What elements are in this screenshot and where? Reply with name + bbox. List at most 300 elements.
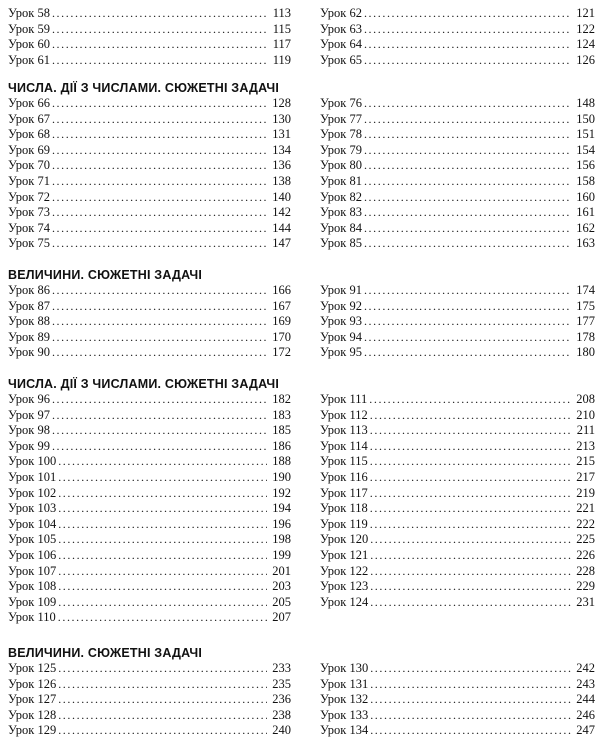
toc-entry bbox=[320, 236, 595, 252]
toc-entry-label: Урок 72 bbox=[8, 189, 50, 204]
toc-entry bbox=[320, 548, 595, 564]
dot-leader bbox=[58, 454, 267, 470]
toc-entry-label: Урок 118 bbox=[320, 501, 368, 516]
toc-entry-label: Урок 84 bbox=[320, 220, 362, 235]
dot-leader bbox=[364, 221, 571, 237]
toc-entry bbox=[320, 564, 595, 580]
toc-entry bbox=[8, 408, 291, 424]
toc-entry-page-number: 142 bbox=[272, 205, 291, 220]
toc-right-column bbox=[320, 96, 595, 252]
toc-entry-label: Урок 104 bbox=[8, 516, 57, 531]
toc-entry-page-number: 170 bbox=[272, 329, 291, 344]
toc-right-column bbox=[320, 661, 595, 739]
toc-entry-label: Урок 69 bbox=[8, 142, 50, 157]
toc-entry-label: Урок 80 bbox=[320, 158, 362, 173]
toc-entry-page-number: 221 bbox=[576, 501, 595, 516]
toc-entry-page-number: 154 bbox=[576, 142, 595, 157]
toc-entry bbox=[8, 564, 291, 580]
toc-entry-label: Урок 89 bbox=[8, 329, 50, 344]
toc-entry bbox=[320, 314, 595, 330]
toc-entry-page-number: 162 bbox=[576, 220, 595, 235]
toc-entry-page-number: 185 bbox=[272, 423, 291, 438]
toc-entry-label: Урок 94 bbox=[320, 329, 362, 344]
dot-leader bbox=[364, 283, 571, 299]
toc-entry bbox=[8, 454, 291, 470]
toc-entry bbox=[320, 37, 595, 53]
toc-section bbox=[0, 6, 600, 68]
toc-columns bbox=[0, 6, 600, 68]
toc-entry bbox=[8, 190, 291, 206]
toc-entry-label: Урок 83 bbox=[320, 205, 362, 220]
toc-entry bbox=[8, 517, 291, 533]
dot-leader bbox=[52, 53, 267, 69]
toc-entry-label: Урок 90 bbox=[8, 345, 50, 360]
toc-columns bbox=[0, 661, 600, 739]
toc-entry bbox=[8, 579, 291, 595]
toc-entry-label: Урок 68 bbox=[8, 127, 50, 142]
toc-entry-label: Урок 78 bbox=[320, 127, 362, 142]
toc-entry-page-number: 147 bbox=[272, 236, 291, 251]
dot-leader bbox=[364, 236, 571, 252]
toc-entry-page-number: 201 bbox=[272, 563, 291, 578]
toc-entry bbox=[8, 143, 291, 159]
dot-leader bbox=[52, 314, 267, 330]
toc-entry-label: Урок 74 bbox=[8, 220, 50, 235]
toc-entry-label: Урок 73 bbox=[8, 205, 50, 220]
toc-entry-page-number: 246 bbox=[576, 707, 595, 722]
toc-entry-page-number: 148 bbox=[576, 96, 595, 110]
toc-entry-label: Урок 131 bbox=[320, 676, 369, 691]
section-heading: ВЕЛИЧИНИ. СЮЖЕТНІ ЗАДАЧІ bbox=[8, 646, 203, 660]
toc-entry-page-number: 225 bbox=[576, 532, 595, 547]
toc-entry-label: Урок 77 bbox=[320, 111, 362, 126]
toc-entry-label: Урок 87 bbox=[8, 298, 50, 313]
section-heading: ВЕЛИЧИНИ. СЮЖЕТНІ ЗАДАЧІ bbox=[8, 268, 203, 282]
toc-entry-label: Урок 86 bbox=[8, 283, 50, 297]
toc-entry-page-number: 247 bbox=[576, 723, 595, 738]
toc-section bbox=[0, 646, 600, 739]
toc-columns bbox=[0, 283, 600, 361]
dot-leader bbox=[364, 345, 571, 361]
toc-entry-page-number: 136 bbox=[272, 158, 291, 173]
toc-entry-page-number: 228 bbox=[576, 563, 595, 578]
toc-entry-label: Урок 91 bbox=[320, 283, 362, 297]
section-heading: ЧИСЛА. ДІЇ З ЧИСЛАМИ. СЮЖЕТНІ ЗАДАЧІ bbox=[8, 377, 280, 391]
toc-entry-label: Урок 126 bbox=[8, 676, 57, 691]
toc-entry bbox=[320, 158, 595, 174]
section-heading: ЧИСЛА. ДІЇ З ЧИСЛАМИ. СЮЖЕТНІ ЗАДАЧІ bbox=[8, 81, 280, 95]
toc-entry bbox=[8, 677, 291, 693]
toc-entry-page-number: 134 bbox=[272, 142, 291, 157]
toc-entry-label: Урок 116 bbox=[320, 469, 368, 484]
dot-leader bbox=[58, 723, 267, 739]
dot-leader bbox=[364, 143, 571, 159]
toc-left-column bbox=[8, 661, 291, 739]
toc-left-column bbox=[8, 392, 291, 626]
dot-leader bbox=[364, 53, 571, 69]
toc-entry bbox=[320, 661, 595, 677]
toc-entry-page-number: 213 bbox=[576, 438, 595, 453]
toc-entry-label: Урок 67 bbox=[8, 111, 50, 126]
toc-entry-label: Урок 59 bbox=[8, 21, 50, 36]
dot-leader bbox=[58, 486, 267, 502]
dot-leader bbox=[364, 314, 571, 330]
toc-entry-page-number: 175 bbox=[576, 298, 595, 313]
toc-entry-page-number: 156 bbox=[576, 158, 595, 173]
toc-entry-page-number: 113 bbox=[272, 6, 291, 20]
toc-entry-page-number: 126 bbox=[576, 52, 595, 67]
toc-right-column bbox=[320, 6, 595, 68]
dot-leader bbox=[52, 190, 267, 206]
toc-entry-label: Урок 95 bbox=[320, 345, 362, 360]
toc-entry bbox=[320, 486, 595, 502]
toc-entry-label: Урок 132 bbox=[320, 692, 369, 707]
toc-entry-label: Урок 102 bbox=[8, 485, 57, 500]
toc-entry-page-number: 240 bbox=[272, 723, 291, 738]
toc-entry-page-number: 238 bbox=[272, 707, 291, 722]
dot-leader bbox=[370, 470, 571, 486]
toc-entry bbox=[8, 158, 291, 174]
dot-leader bbox=[58, 692, 267, 708]
toc-entry-page-number: 115 bbox=[272, 21, 291, 36]
toc-entry bbox=[8, 96, 291, 112]
dot-leader bbox=[52, 112, 267, 128]
toc-entry bbox=[8, 723, 291, 739]
toc-entry-page-number: 158 bbox=[576, 173, 595, 188]
toc-entry-page-number: 140 bbox=[272, 189, 291, 204]
toc-entry-label: Урок 61 bbox=[8, 52, 50, 67]
toc-entry-page-number: 121 bbox=[576, 6, 595, 20]
toc-entry-label: Урок 88 bbox=[8, 314, 50, 329]
dot-leader bbox=[364, 158, 571, 174]
toc-entry-label: Урок 130 bbox=[320, 661, 369, 675]
toc-entry-label: Урок 133 bbox=[320, 707, 369, 722]
toc-entry-label: Урок 114 bbox=[320, 438, 368, 453]
toc-entry bbox=[320, 96, 595, 112]
toc-entry-label: Урок 124 bbox=[320, 594, 369, 609]
toc-entry bbox=[8, 501, 291, 517]
toc-entry-page-number: 207 bbox=[272, 610, 291, 625]
toc-entry-page-number: 117 bbox=[272, 37, 291, 52]
dot-leader bbox=[370, 708, 571, 724]
toc-entry-page-number: 172 bbox=[272, 345, 291, 360]
toc-entry-label: Урок 71 bbox=[8, 173, 50, 188]
toc-entry-page-number: 161 bbox=[576, 205, 595, 220]
dot-leader bbox=[370, 423, 571, 439]
toc-entry bbox=[320, 112, 595, 128]
toc-entry bbox=[320, 692, 595, 708]
dot-leader bbox=[364, 6, 571, 22]
toc-entry-label: Урок 82 bbox=[320, 189, 362, 204]
toc-entry-label: Урок 117 bbox=[320, 485, 368, 500]
toc-entry-label: Урок 60 bbox=[8, 37, 50, 52]
toc-entry bbox=[8, 37, 291, 53]
toc-entry-page-number: 192 bbox=[272, 485, 291, 500]
dot-leader bbox=[52, 408, 267, 424]
toc-entry bbox=[8, 174, 291, 190]
toc-entry-label: Урок 66 bbox=[8, 96, 50, 110]
dot-leader bbox=[58, 501, 267, 517]
toc-entry-label: Урок 113 bbox=[320, 423, 368, 438]
toc-entry-label: Урок 65 bbox=[320, 52, 362, 67]
toc-entry bbox=[320, 190, 595, 206]
toc-entry-page-number: 211 bbox=[576, 423, 595, 438]
toc-entry-label: Урок 100 bbox=[8, 454, 57, 469]
dot-leader bbox=[370, 408, 571, 424]
toc-entry-page-number: 226 bbox=[576, 547, 595, 562]
toc-entry-page-number: 242 bbox=[576, 661, 595, 675]
toc-entry bbox=[320, 330, 595, 346]
dot-leader bbox=[52, 221, 267, 237]
toc-entry-page-number: 131 bbox=[272, 127, 291, 142]
toc-entry-page-number: 236 bbox=[272, 692, 291, 707]
toc-entry-page-number: 222 bbox=[576, 516, 595, 531]
dot-leader bbox=[370, 439, 571, 455]
dot-leader bbox=[364, 96, 571, 112]
toc-entry bbox=[8, 439, 291, 455]
toc-entry bbox=[320, 595, 595, 611]
toc-entry bbox=[320, 143, 595, 159]
toc-entry bbox=[320, 723, 595, 739]
toc-entry bbox=[320, 6, 595, 22]
toc-entry bbox=[8, 330, 291, 346]
toc-entry bbox=[320, 221, 595, 237]
dot-leader bbox=[370, 486, 571, 502]
dot-leader bbox=[52, 6, 267, 22]
toc-entry-page-number: 160 bbox=[576, 189, 595, 204]
toc-entry bbox=[8, 205, 291, 221]
toc-entry-page-number: 231 bbox=[576, 594, 595, 609]
toc-entry-label: Урок 119 bbox=[320, 516, 368, 531]
toc-entry-page-number: 180 bbox=[576, 345, 595, 360]
toc-entry-label: Урок 134 bbox=[320, 723, 369, 738]
toc-entry bbox=[8, 53, 291, 69]
toc-entry-page-number: 174 bbox=[576, 283, 595, 297]
toc-entry-label: Урок 63 bbox=[320, 21, 362, 36]
toc-entry-page-number: 199 bbox=[272, 547, 291, 562]
toc-entry-page-number: 203 bbox=[272, 579, 291, 594]
toc-entry-page-number: 183 bbox=[272, 407, 291, 422]
toc-entry-page-number: 215 bbox=[576, 454, 595, 469]
toc-entry bbox=[8, 708, 291, 724]
dot-leader bbox=[364, 205, 571, 221]
toc-entry-label: Урок 64 bbox=[320, 37, 362, 52]
toc-entry-page-number: 138 bbox=[272, 173, 291, 188]
dot-leader bbox=[58, 470, 267, 486]
toc-entry-label: Урок 111 bbox=[320, 392, 368, 406]
toc-entry-label: Урок 105 bbox=[8, 532, 57, 547]
toc-entry-label: Урок 81 bbox=[320, 173, 362, 188]
dot-leader bbox=[364, 37, 571, 53]
toc-entry-label: Урок 127 bbox=[8, 692, 57, 707]
dot-leader bbox=[370, 595, 571, 611]
dot-leader bbox=[370, 692, 571, 708]
toc-entry bbox=[320, 283, 595, 299]
dot-leader bbox=[370, 501, 571, 517]
toc-entry bbox=[8, 470, 291, 486]
dot-leader bbox=[58, 548, 267, 564]
toc-entry bbox=[8, 692, 291, 708]
toc-entry-page-number: 150 bbox=[576, 111, 595, 126]
toc-entry bbox=[320, 517, 595, 533]
toc-entry bbox=[8, 299, 291, 315]
toc-entry bbox=[8, 221, 291, 237]
toc-entry bbox=[8, 112, 291, 128]
toc-entry bbox=[8, 548, 291, 564]
toc-entry bbox=[320, 392, 595, 408]
toc-entry bbox=[8, 610, 291, 626]
dot-leader bbox=[370, 661, 571, 677]
dot-leader bbox=[364, 22, 571, 38]
dot-leader bbox=[370, 564, 571, 580]
toc-entry-page-number: 243 bbox=[576, 676, 595, 691]
toc-entry-label: Урок 92 bbox=[320, 298, 362, 313]
toc-entry bbox=[8, 6, 291, 22]
toc-entry-label: Урок 109 bbox=[8, 594, 57, 609]
dot-leader bbox=[58, 532, 267, 548]
toc-entry bbox=[8, 661, 291, 677]
toc-right-column bbox=[320, 392, 595, 610]
toc-entry-page-number: 229 bbox=[576, 579, 595, 594]
toc-entry-page-number: 190 bbox=[272, 469, 291, 484]
dot-leader bbox=[52, 283, 267, 299]
toc-entry-label: Урок 110 bbox=[8, 610, 56, 625]
toc-entry-page-number: 167 bbox=[272, 298, 291, 313]
toc-section bbox=[0, 377, 600, 626]
toc-entry-label: Урок 96 bbox=[8, 392, 50, 406]
dot-leader bbox=[52, 22, 267, 38]
toc-columns bbox=[0, 392, 600, 626]
dot-leader bbox=[370, 532, 571, 548]
toc-entry bbox=[320, 579, 595, 595]
dot-leader bbox=[58, 677, 267, 693]
toc-entry-label: Урок 103 bbox=[8, 501, 57, 516]
toc-entry bbox=[320, 423, 595, 439]
dot-leader bbox=[52, 96, 267, 112]
dot-leader bbox=[58, 579, 267, 595]
dot-leader bbox=[370, 677, 571, 693]
dot-leader bbox=[58, 564, 267, 580]
toc-entry bbox=[8, 236, 291, 252]
dot-leader bbox=[58, 517, 267, 533]
toc-entry bbox=[320, 174, 595, 190]
toc-entry bbox=[8, 486, 291, 502]
toc-entry bbox=[320, 205, 595, 221]
toc-entry bbox=[320, 532, 595, 548]
toc-entry-page-number: 194 bbox=[272, 501, 291, 516]
toc-entry-label: Урок 108 bbox=[8, 579, 57, 594]
toc-entry-page-number: 178 bbox=[576, 329, 595, 344]
toc-entry-label: Урок 58 bbox=[8, 6, 50, 20]
toc-entry-page-number: 217 bbox=[576, 469, 595, 484]
toc-entry-page-number: 233 bbox=[272, 661, 291, 675]
toc-entry-label: Урок 123 bbox=[320, 579, 369, 594]
toc-entry-label: Урок 97 bbox=[8, 407, 50, 422]
toc-entry-label: Урок 106 bbox=[8, 547, 57, 562]
toc-entry-page-number: 188 bbox=[272, 454, 291, 469]
dot-leader bbox=[52, 174, 267, 190]
toc-entry-label: Урок 120 bbox=[320, 532, 369, 547]
dot-leader bbox=[52, 299, 267, 315]
toc-entry bbox=[8, 22, 291, 38]
toc-entry bbox=[8, 423, 291, 439]
dot-leader bbox=[58, 708, 267, 724]
toc-entry bbox=[320, 454, 595, 470]
toc-entry-label: Урок 112 bbox=[320, 407, 368, 422]
toc-entry bbox=[8, 283, 291, 299]
toc-section bbox=[0, 81, 600, 252]
dot-leader bbox=[364, 190, 571, 206]
toc-entry-label: Урок 107 bbox=[8, 563, 57, 578]
toc-entry bbox=[320, 470, 595, 486]
toc-entry bbox=[8, 392, 291, 408]
toc-entry-page-number: 177 bbox=[576, 314, 595, 329]
toc-entry bbox=[8, 345, 291, 361]
toc-entry-label: Урок 93 bbox=[320, 314, 362, 329]
toc-entry-label: Урок 98 bbox=[8, 423, 50, 438]
toc-entry-page-number: 198 bbox=[272, 532, 291, 547]
toc-entry-page-number: 169 bbox=[272, 314, 291, 329]
toc-entry-page-number: 124 bbox=[576, 37, 595, 52]
dot-leader bbox=[364, 330, 571, 346]
toc-entry bbox=[320, 677, 595, 693]
toc-entry-page-number: 119 bbox=[272, 52, 291, 67]
toc-entry-page-number: 166 bbox=[272, 283, 291, 297]
dot-leader bbox=[52, 143, 267, 159]
toc-entry bbox=[320, 501, 595, 517]
toc-entry bbox=[320, 439, 595, 455]
toc-entry bbox=[320, 127, 595, 143]
toc-entry bbox=[8, 314, 291, 330]
toc-entry-page-number: 205 bbox=[272, 594, 291, 609]
toc-entry-page-number: 144 bbox=[272, 220, 291, 235]
dot-leader bbox=[52, 330, 267, 346]
toc-entry bbox=[320, 22, 595, 38]
toc-entry-page-number: 196 bbox=[272, 516, 291, 531]
toc-entry-page-number: 163 bbox=[576, 236, 595, 251]
toc-entry-page-number: 128 bbox=[272, 96, 291, 110]
toc-entry bbox=[320, 408, 595, 424]
dot-leader bbox=[52, 37, 267, 53]
dot-leader bbox=[370, 517, 571, 533]
toc-entry bbox=[320, 345, 595, 361]
toc-left-column bbox=[8, 283, 291, 361]
dot-leader bbox=[364, 127, 571, 143]
dot-leader bbox=[52, 345, 267, 361]
dot-leader bbox=[370, 548, 571, 564]
toc-entry-page-number: 182 bbox=[272, 392, 291, 406]
dot-leader bbox=[364, 174, 571, 190]
toc-entry-label: Урок 128 bbox=[8, 707, 57, 722]
dot-leader bbox=[52, 423, 267, 439]
toc-entry-label: Урок 99 bbox=[8, 438, 50, 453]
dot-leader bbox=[364, 112, 571, 128]
dot-leader bbox=[52, 439, 267, 455]
toc-entry-label: Урок 76 bbox=[320, 96, 362, 110]
dot-leader bbox=[370, 579, 571, 595]
toc-entry bbox=[8, 595, 291, 611]
toc-entry-label: Урок 125 bbox=[8, 661, 57, 675]
toc-entry-page-number: 210 bbox=[576, 407, 595, 422]
dot-leader bbox=[52, 392, 267, 408]
toc-entry-label: Урок 62 bbox=[320, 6, 362, 20]
dot-leader bbox=[370, 723, 571, 739]
toc-left-column bbox=[8, 96, 291, 252]
toc-entry-label: Урок 122 bbox=[320, 563, 369, 578]
toc-entry-page-number: 151 bbox=[576, 127, 595, 142]
toc-entry bbox=[8, 127, 291, 143]
toc-entry-page-number: 244 bbox=[576, 692, 595, 707]
